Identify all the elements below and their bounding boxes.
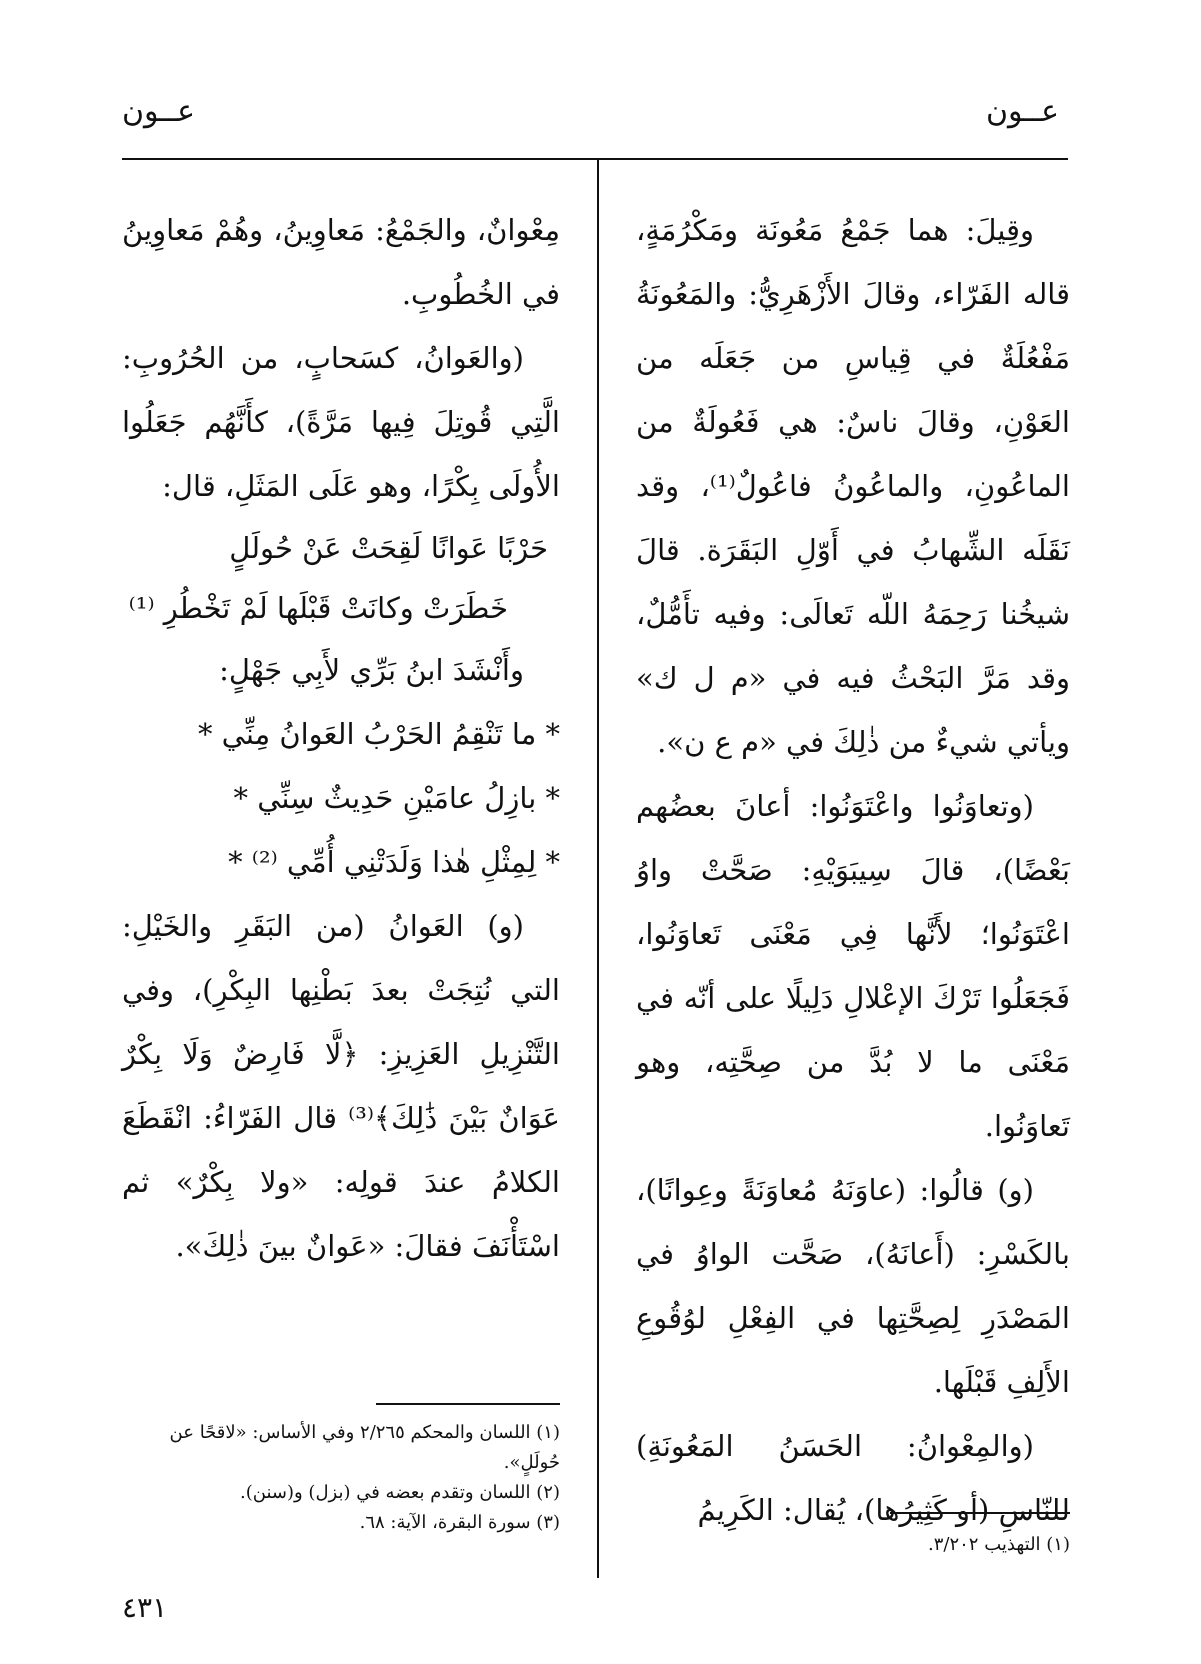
running-header-left: عــون bbox=[122, 94, 196, 129]
verse-line-2: خَطَرَتْ وكانَتْ قَبْلَها لَمْ تَخْطُرِ ⁽¹⁾ bbox=[128, 591, 508, 625]
right-paragraph-4: (والمِعْوانُ: الحَسَنُ المَعُونَةِ) للنّاسِ (أو كَثِيرُها)، يُقال: الكَرِيمُ bbox=[636, 1429, 1070, 1527]
footnotes-left bbox=[122, 1418, 560, 1538]
right-paragraph-2: (وتعاوَنُوا واعْتَوَنُوا: أعانَ بعضُهم بَعْضًا)، قالَ سِيبَوَيْهِ: صَحَّتْ واوُ اعْتَوَنُوا؛ لأَنَّها فِي مَعْنَى تَعاوَنُوا، فَجَعَلُوا تَرْكَ الإعْلالِ دَلِيلًا على أنّه في مَعْنَى ما لا بُدَّ من صِحَّتِه، وهو تَعاوَنُوا. bbox=[636, 789, 1070, 1143]
left-paragraph-3: وأَنْشَدَ ابنُ بَرِّي لأَبِي جَهْلٍ: bbox=[219, 653, 524, 687]
page-number: ٤٣١ bbox=[122, 1591, 168, 1624]
footnotes-right bbox=[636, 1530, 1070, 1560]
footnote-rule-right bbox=[890, 1512, 1070, 1514]
right-paragraph-1: وقِيلَ: هما جَمْعُ مَعُونَة ومَكْرُمَةٍ، قاله الفَرّاء، وقالَ الأَزْهَرِيُّ: والمَعُونَةُ مَفْعُلَةٌ في قِياسِ من جَعَلَه من العَوْنِ، وقالَ ناسٌ: هي فَعُولَةٌ من الماعُونِ، والماعُونُ فاعُولٌ⁽¹⁾، وقد نَقَلَه الشِّهابُ في أَوّلِ البَقَرَة. قالَ شيخُنا رَحِمَهُ اللّه تَعالَى: وفيه تأَمُّلٌ، وقد مَرَّ البَحْثُ فيه في «م ل ك» ويأتي شيءٌ من ذٰلِكَ في «م ع ن». bbox=[636, 213, 1070, 759]
running-header-right: عــون bbox=[985, 94, 1059, 129]
verse-line-1: حَرْبًا عَوانًا لَقِحَتْ عَنْ حُولَلٍ bbox=[229, 531, 548, 565]
right-paragraph-3: (و) قالُوا: (عاوَنَهُ مُعاوَنَةً وعِوانًا)، بالكَسْرِ: (أَعانَهُ)، صَحَّت الواوُ في المَصْدَرِ لِصِحَّتِها في الفِعْلِ لوُقُوعِ الأَلِفِ قَبْلَها. bbox=[636, 1173, 1070, 1399]
rajaz-line-2: * بازِلُ عامَيْنِ حَدِيثٌ سِنِّي * bbox=[233, 781, 560, 815]
right-column bbox=[636, 198, 1070, 1542]
left-paragraph-1: مِعْوانٌ، والجَمْعُ: مَعاوِينُ، وهُمْ مَعاوِينُ في الخُطُوبِ. bbox=[122, 213, 560, 311]
footnote-rule-left bbox=[376, 1403, 560, 1405]
footnote-left-2: (٢) اللسان وتقدم بعضه في (بزل) و(سنن). bbox=[240, 1482, 560, 1503]
left-column bbox=[122, 198, 560, 1278]
header-rule bbox=[122, 158, 1068, 160]
footnote-right-1: (١) التهذيب ٣/٢٠٢. bbox=[928, 1534, 1070, 1555]
footnote-left-3: (٣) سورة البقرة، الآية: ٦٨. bbox=[359, 1512, 560, 1533]
left-paragraph-2: (والعَوانُ، كسَحابٍ، من الحُرُوبِ: الَّتِي قُوتِلَ فِيها مَرَّةً)، كأَنَّهُم جَعَلُوا الأُولَى بِكْرًا، وهو عَلَى المَثَلِ، قال: bbox=[122, 341, 560, 503]
column-divider bbox=[597, 158, 599, 1578]
left-paragraph-4: (و) العَوانُ (من البَقَرِ والخَيْلِ: التي نُتِجَتْ بعدَ بَطْنِها البِكْرِ)، وفي التَّنْزِيلِ العَزِيزِ: ﴿لَّا فَارِضٌ وَلَا بِكْرٌ عَوَانٌ بَيْنَ ذَٰلِكَ﴾⁽³⁾ قال الفَرّاءُ: انْقَطَعَ الكلامُ عندَ قولِه: «ولا بِكْرٌ» ثم اسْتَأْنَفَ فقالَ: «عَوانٌ بينَ ذٰلِكَ». bbox=[122, 909, 560, 1263]
footnote-left-1: (١) اللسان والمحكم ٢/٢٦٥ وفي الأساس: «لاقحًا عن حُولَلٍ». bbox=[169, 1422, 560, 1473]
rajaz-line-1: * ما تَنْقِمُ الحَرْبُ العَوانُ مِنِّي * bbox=[197, 717, 560, 751]
rajaz-line-3: * لِمِثْلِ هٰذا وَلَدَتْنِي أُمِّي ⁽²⁾ * bbox=[228, 845, 560, 879]
